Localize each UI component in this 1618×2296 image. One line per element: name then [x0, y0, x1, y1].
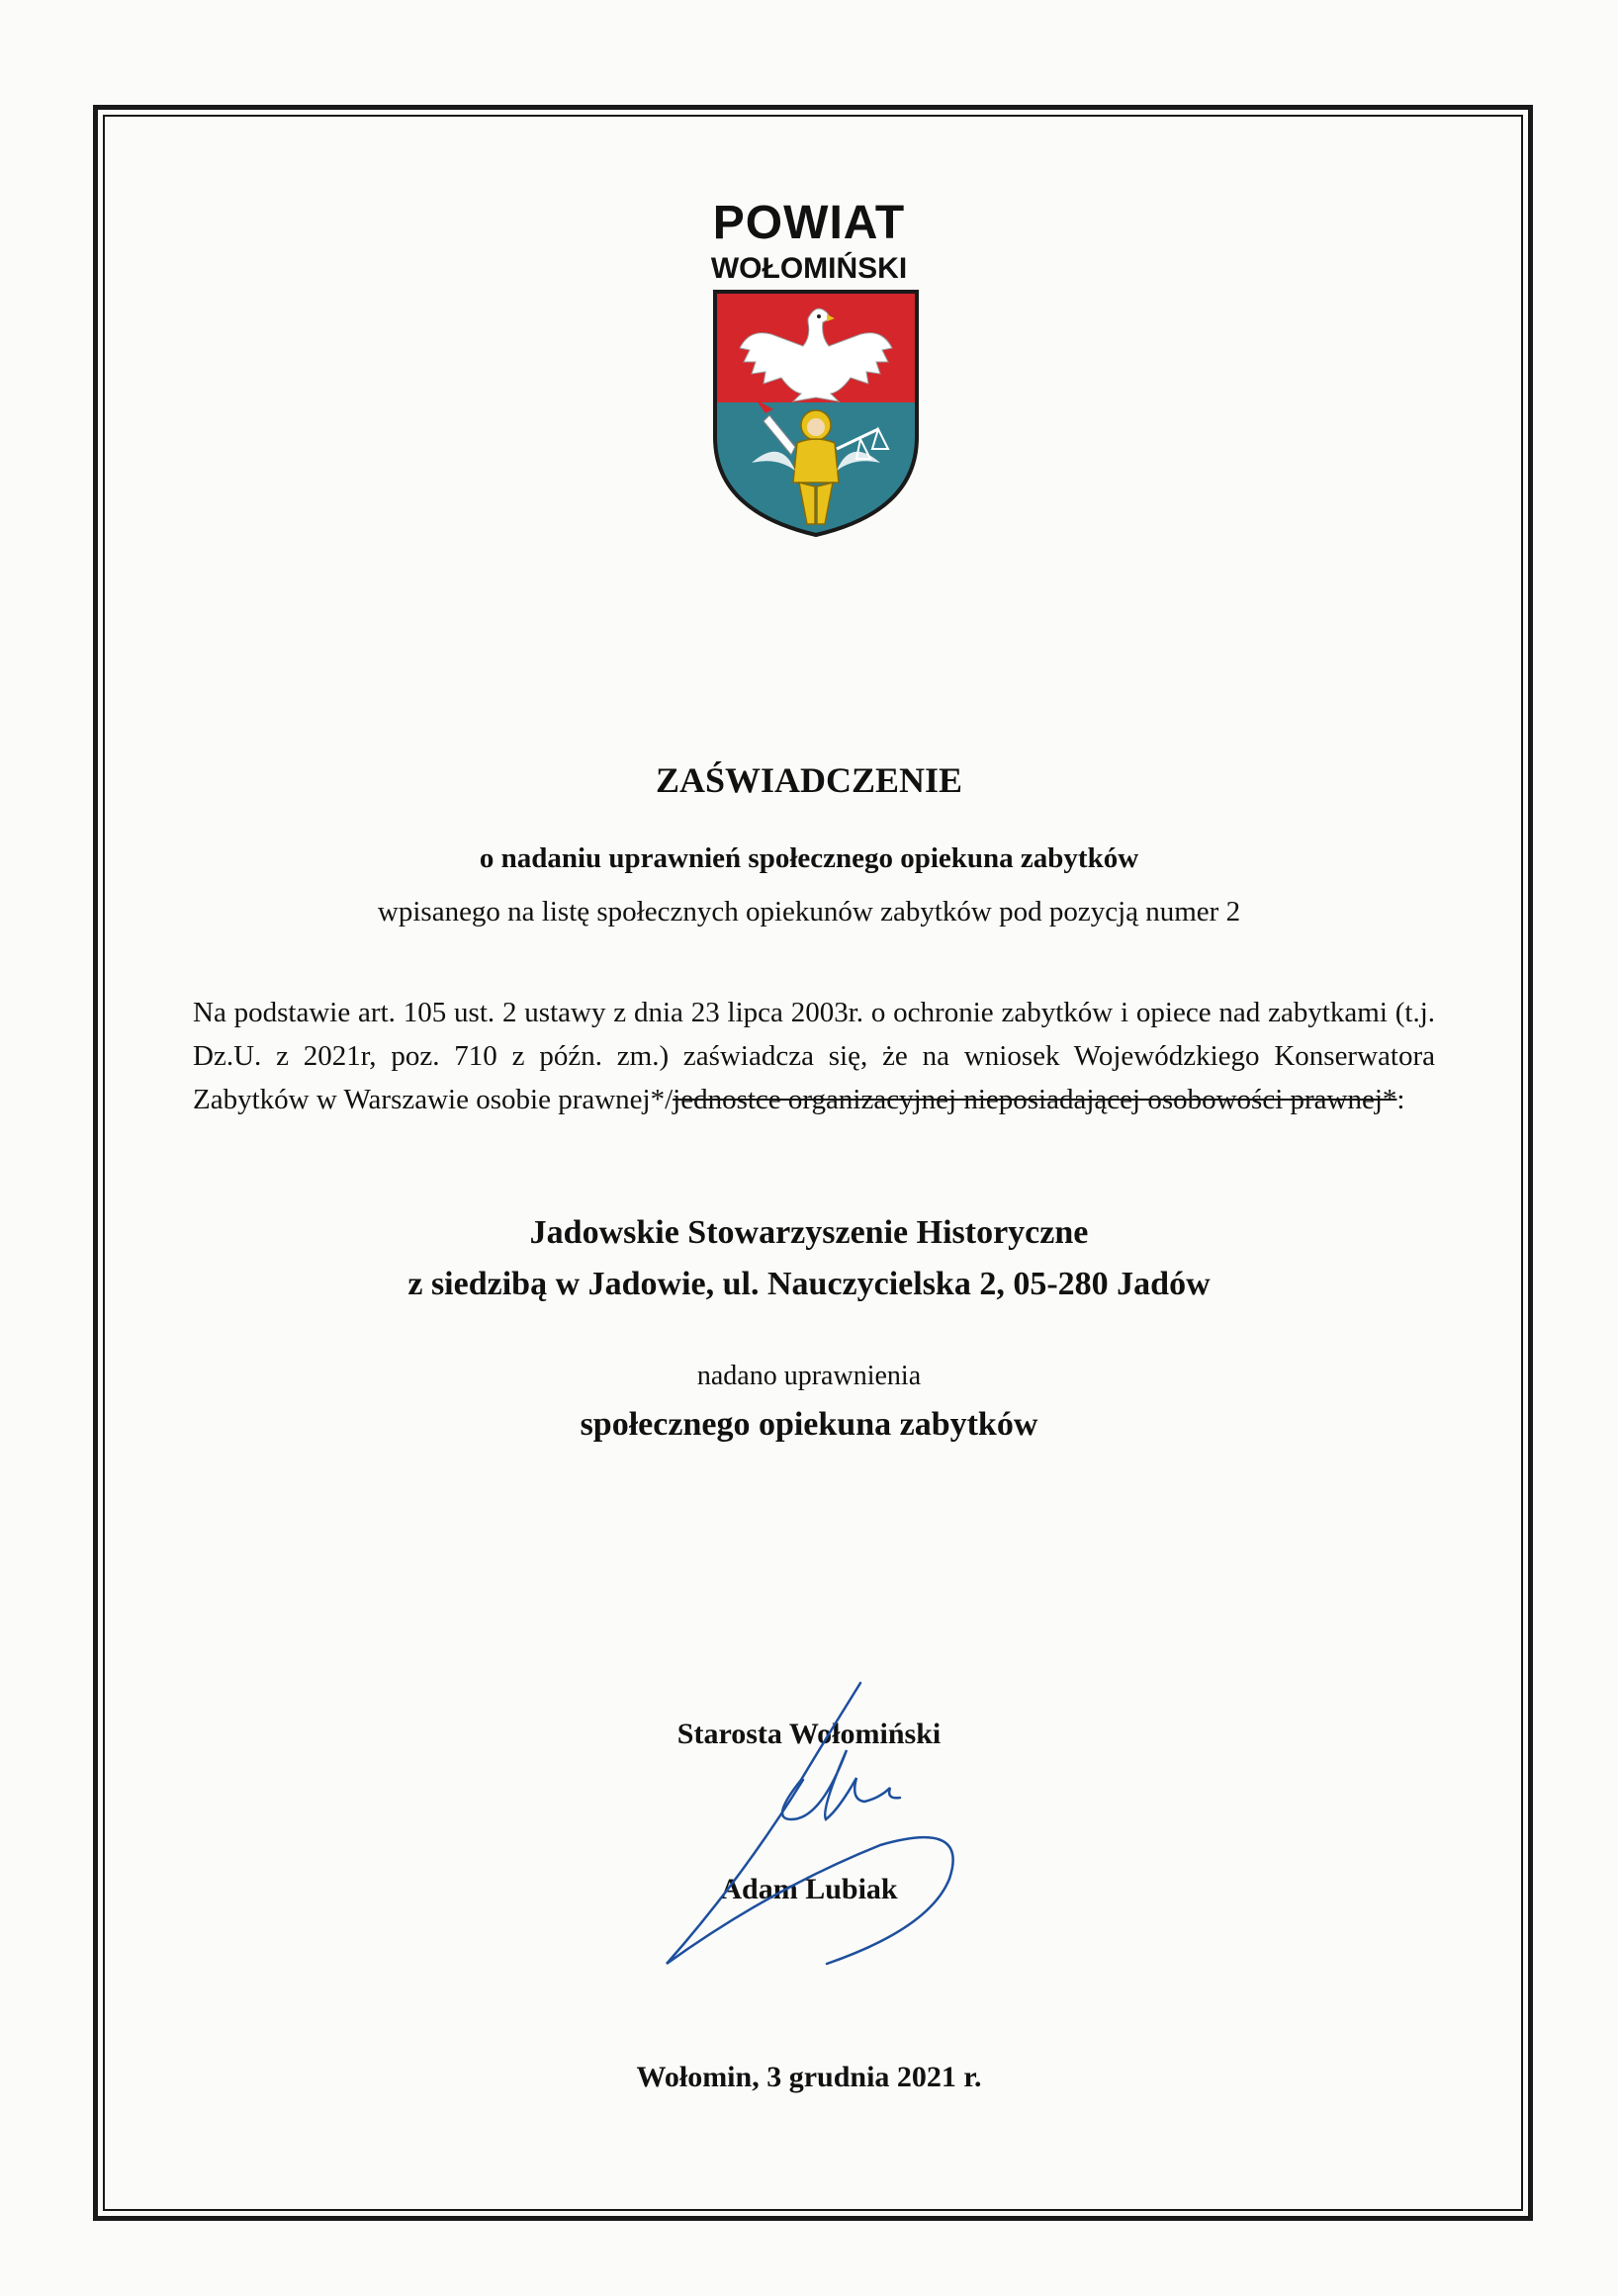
document-subtitle: o nadaniu uprawnień społecznego opiekuna zabytków: [479, 842, 1139, 874]
handwritten-signature-icon: [653, 1671, 979, 1987]
signatory-title: Starosta Wołomiński: [676, 1718, 942, 1750]
granted-text: nadano uprawnienia: [696, 1361, 922, 1391]
date-line: Wołomin, 3 grudnia 2021 r.: [636, 2061, 982, 2093]
body-struck-text: jednostce organizacyjnej nieposiadającej osobowości prawnej*: [673, 1084, 1397, 1115]
logo-subtitle: WOŁOMIŃSKI: [710, 252, 908, 285]
organization-address: z siedzibą w Jadowie, ul. Nauczycielska 2, 05-280 Jadów: [407, 1266, 1211, 1302]
body-end-text: :: [1396, 1084, 1405, 1115]
signatory-name: Adam Lubiak: [720, 1873, 898, 1905]
logo-title: POWIAT: [712, 197, 906, 249]
document-title: ZAŚWIADCZENIE: [655, 760, 963, 800]
coat-of-arms-icon: [712, 289, 920, 538]
body-paragraph: [193, 991, 1435, 1121]
list-position-line: wpisanego na listę społecznych opiekunów zabytków pod pozycją numer 2: [377, 896, 1241, 927]
role-title: społecznego opiekuna zabytków: [580, 1406, 1038, 1443]
organization-name: Jadowskie Stowarzyszenie Historyczne: [529, 1214, 1089, 1251]
body-main-text: Na podstawie art. 105 ust. 2 ustawy z dnia 23 lipca 2003r. o ochronie zabytków i opiece nad zabytkami (t.j. Dz.U. z 2021r, poz. 710 z późn. zm.) zaświadcza się, że na wniosek Wojewódzkiego Konserwatora Zabytków w Warszawie osobie prawnej*/: [193, 997, 1435, 1115]
